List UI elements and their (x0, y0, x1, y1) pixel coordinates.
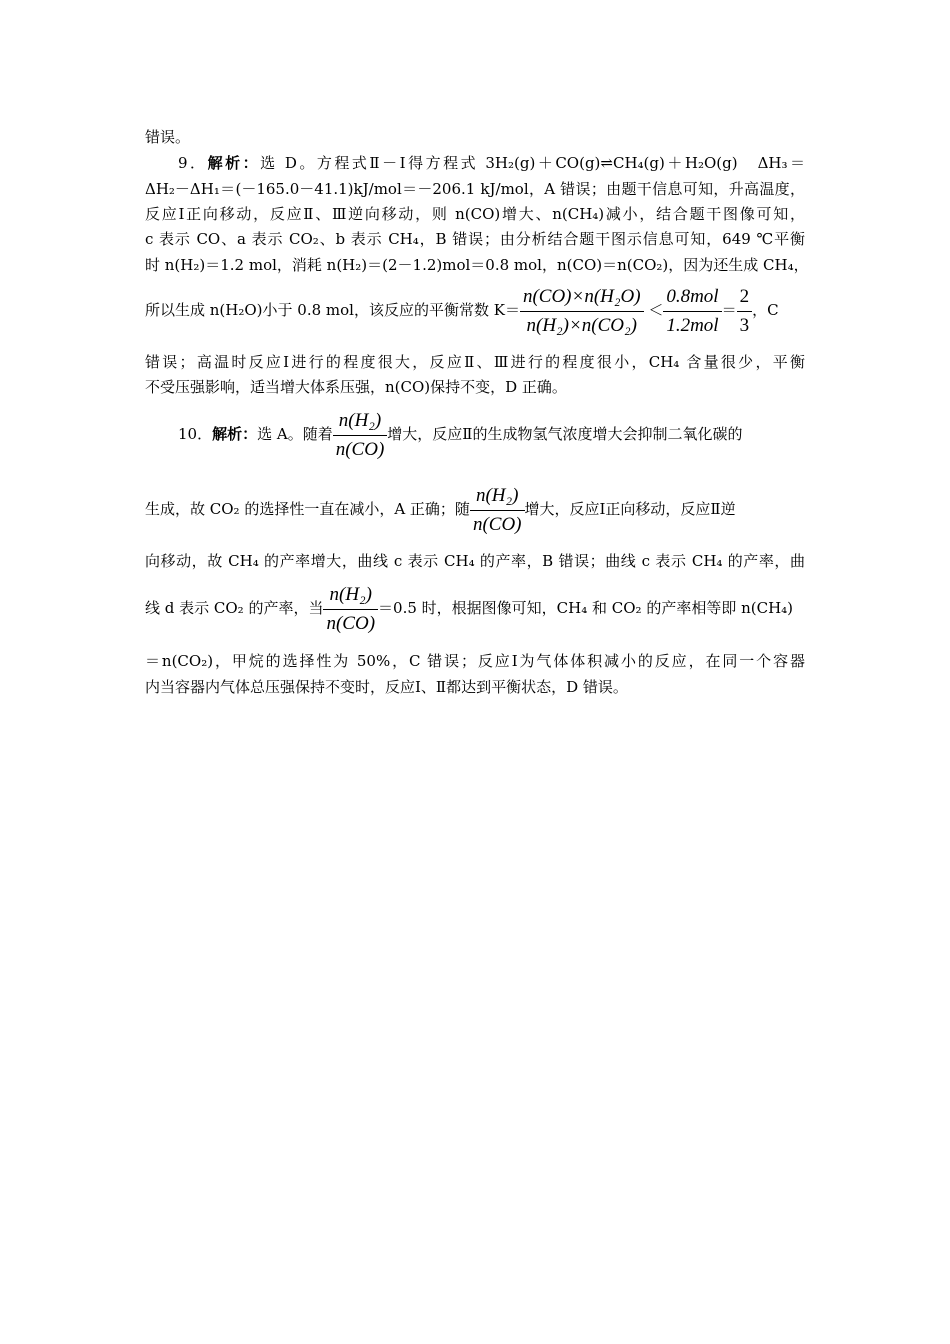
fraction-numerator: 0.8mol (663, 285, 721, 312)
q9-line-6-end: ，C (752, 301, 779, 319)
fraction-denominator: n(CO) (335, 438, 385, 460)
fraction-denominator: n(H₂)×n(CO₂) (526, 314, 637, 336)
fraction-numerator: n(H₂) (323, 583, 378, 610)
q9-number: 9． (178, 154, 208, 172)
q10-text: 选 A。随着 (257, 425, 333, 443)
q9-line-6 (145, 283, 779, 337)
result-fraction (737, 285, 753, 338)
equilibrium-constant-fraction (520, 285, 644, 338)
less-than-sign: ＜ (648, 301, 664, 319)
q10-text: 增大，反应Ⅰ正向移动，反应Ⅱ逆 (524, 500, 736, 518)
q9-line-7: 错误；高温时反应Ⅰ进行的程度很大，反应Ⅱ、Ⅲ进行的程度很小，CH₄ 含量很少，平衡 (145, 353, 805, 371)
q9-line-4: c 表示 CO、a 表示 CO₂、b 表示 CH₄，B 错误；由分析结合题干图示信息可知，649 ℃平衡 (145, 230, 805, 248)
q9-line-8: 不受压强影响，适当增大体系压强，n(CO)保持不变，D 正确。 (145, 378, 567, 396)
q10-text: 线 d 表示 CO₂ 的产率，当 (145, 599, 324, 617)
fraction-denominator: 1.2mol (666, 314, 719, 336)
q10-text: 生成，故 CO₂ 的选择性一直在减小，A 正确；随 (145, 500, 470, 518)
q10-number: 10． (178, 425, 213, 443)
q9-line-5: 时 n(H₂)＝1.2 mol，消耗 n(H₂)＝(2－1.2)mol＝0.8 mol，n(CO)＝n(CO₂)，因为还生成 CH₄， (145, 256, 809, 274)
q10-text: 增大，反应Ⅱ的生成物氢气浓度增大会抑制二氧化碳的 (387, 425, 743, 443)
equals-sign: ＝ (721, 301, 737, 319)
fraction-numerator: n(H₂) (333, 409, 388, 436)
q9-k-label: 所以生成 n(H₂O)小于 0.8 mol，该反应的平衡常数 K＝ (145, 301, 520, 319)
fraction-denominator: n(CO) (472, 513, 522, 535)
q9-line-2: ΔH₂－ΔH₁＝(－165.0－41.1)kJ/mol＝－206.1 kJ/mol，A 错误；由题干信息可知，升高温度， (145, 180, 805, 198)
q9-line-3: 反应Ⅰ正向移动，反应Ⅱ、Ⅲ逆向移动，则 n(CO)增大、n(CH₄)减小，结合题干图像可知， (145, 205, 805, 223)
fraction-numerator: n(H₂) (470, 484, 525, 511)
h2-co-ratio-fraction (323, 583, 378, 636)
q9-heading: 解析： (207, 154, 261, 172)
ratio-fraction (663, 285, 721, 338)
fraction-numerator: n(CO)×n(H₂O) (520, 285, 644, 312)
q10-line-6: 内当容器内气体总压强保持不变时，反应Ⅰ、Ⅱ都达到平衡状态，D 错误。 (145, 678, 628, 696)
q10-heading: 解析： (212, 425, 258, 443)
q9-text: 选 D。方程式Ⅱ－Ⅰ得方程式 3H₂(g)＋CO(g)⇌CH₄(g)＋H₂O(g) ΔH₃＝ (260, 154, 806, 172)
q10-line-5: ＝n(CO₂)，甲烷的选择性为 50%，C 错误；反应Ⅰ为气体体积减小的反应，在同一个容器 (145, 652, 805, 670)
q10-text: ＝0.5 时，根据图像可知，CH₄ 和 CO₂ 的产率相等即 n(CH₄) (378, 599, 794, 617)
h2-co-ratio-fraction (470, 484, 525, 537)
h2-co-ratio-fraction (333, 409, 388, 462)
q10-line-3: 向移动，故 CH₄ 的产率增大，曲线 c 表示 CH₄ 的产率，B 错误；曲线 c 表示 CH₄ 的产率，曲 (145, 552, 805, 570)
q10-line-2 (145, 483, 736, 535)
text-line: 错误。 (145, 128, 191, 146)
q10-line-4 (145, 582, 793, 634)
q10-line-1 (178, 408, 742, 460)
fraction-denominator: 3 (739, 314, 750, 336)
q9-line-1 (178, 154, 805, 172)
fraction-numerator: 2 (737, 285, 753, 312)
fraction-denominator: n(CO) (326, 612, 376, 634)
